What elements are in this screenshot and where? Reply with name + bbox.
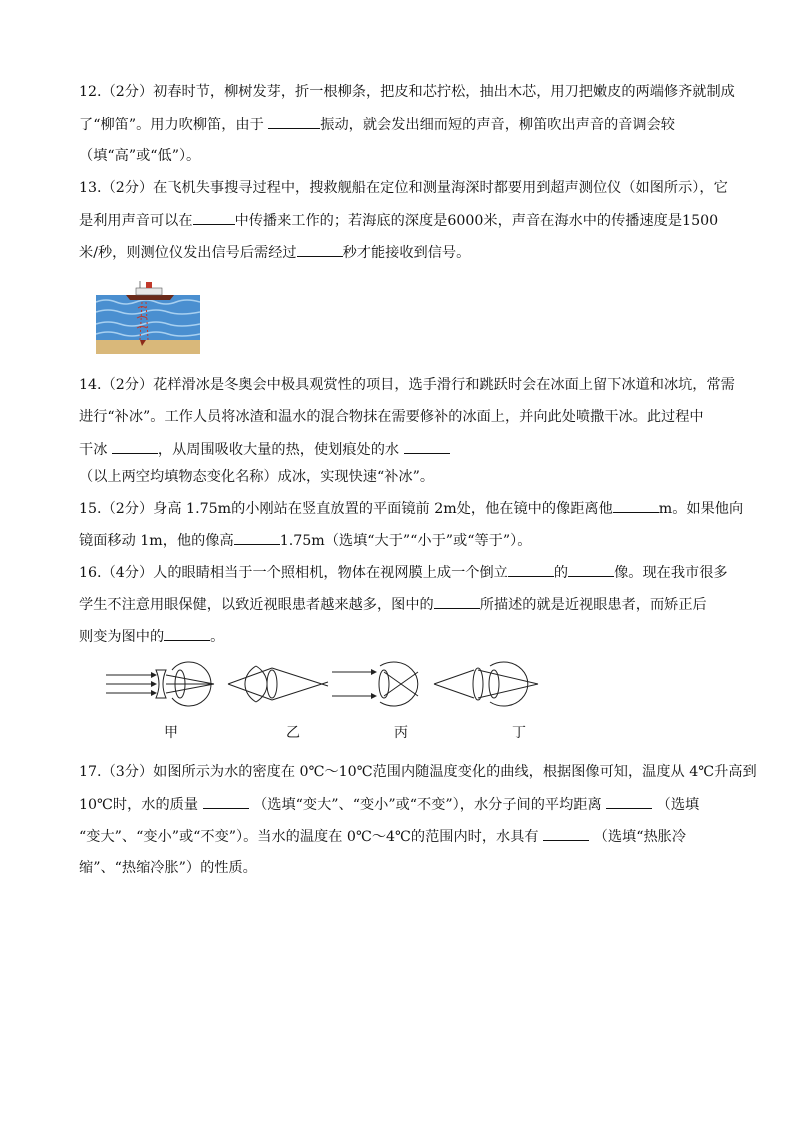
q17-text-2: 10℃时，水的质量 (79, 797, 199, 813)
q12-line-2 (79, 114, 675, 135)
q13-text-5: 秒才能接收到信号。 (342, 245, 471, 261)
sonar-ship-figure (96, 278, 200, 354)
q17-line-2 (79, 794, 699, 815)
q12-line-3 (79, 146, 200, 166)
q13-blank-1[interactable] (193, 210, 235, 225)
convex-lens (473, 668, 483, 700)
q17-text-3: （选填“变大”、“变小”或“不变”），水分子间的平均距离 (253, 797, 602, 813)
q12-text-2: 了“柳笛”。用力吹柳笛，由于 (79, 117, 264, 133)
q16-blank-2[interactable] (568, 562, 614, 577)
q14-score: （2分） (101, 377, 154, 393)
sea-floor (96, 340, 200, 354)
q16-number: 16. (79, 565, 102, 581)
q13-line-3 (79, 242, 470, 263)
q15-number: 15. (79, 501, 102, 517)
q14-number: 14. (79, 377, 102, 393)
q14-line-1 (79, 375, 735, 395)
q13-number: 13. (79, 180, 102, 196)
q15-text-1: 身高 1.75m的小刚站在竖直放置的平面镜前 2m处，他在镜中的像距离他 (153, 501, 613, 517)
q13-blank-2[interactable] (297, 242, 343, 257)
eye-yi (228, 666, 328, 702)
q14-line-2 (79, 407, 704, 427)
q12-line-1 (79, 82, 735, 102)
q14-blank-1[interactable] (112, 439, 158, 454)
q16-blank-4[interactable] (164, 626, 210, 641)
figure-label-bing: 丙 (394, 725, 408, 741)
eye-jia (106, 662, 214, 706)
q17-blank-3[interactable] (543, 826, 589, 841)
q16-line-1 (79, 562, 728, 583)
q14-blank-2[interactable] (404, 439, 450, 454)
q17-text-6: （选填“热胀冷 (593, 829, 687, 845)
q17-number: 17. (79, 764, 102, 780)
q15-blank-2[interactable] (234, 530, 280, 545)
q14-line-4 (79, 467, 434, 487)
q14-text-1: 花样滑冰是冬奥会中极具观赏性的项目，选手滑行和跳跃时会在冰面上留下冰道和冰坑，常需 (153, 377, 735, 393)
q13-line-1 (79, 178, 728, 198)
q15-text-4: 1.75m（选填“大于”“小于”或“等于”）。 (279, 533, 532, 549)
q17-text-4: （选填 (656, 797, 700, 813)
q16-text-2: 的 (553, 565, 569, 581)
q17-blank-2[interactable] (606, 794, 652, 809)
figure-label-yi: 乙 (286, 725, 300, 741)
q17-text-5: “变大”、“变小”或“不变”）。当水的温度在 0℃～4℃的范围内时，水具有 (79, 829, 539, 845)
q13-text-1: 在飞机失事搜寻过程中，搜救舰船在定位和测量海深时都要用到超声测位仪（如图所示），它 (153, 180, 728, 196)
q16-text-3: 像。现在我市很多 (614, 565, 728, 581)
q15-text-3: 镜面移动 1m，他的像高 (79, 533, 234, 549)
q16-line-2 (79, 594, 707, 615)
q17-score: （3分） (101, 764, 154, 780)
figure-label-ding: 丁 (512, 725, 526, 741)
eye-bing (332, 662, 418, 706)
q14-text-5: （以上两空均填物态变化名称）成冰，实现快速“补冰”。 (79, 469, 435, 485)
q15-blank-1[interactable] (613, 498, 659, 513)
q16-text-4: 学生不注意用眼保健，以致近视眼患者越来越多，图中的 (79, 597, 434, 613)
q15-text-2: m。如果他向 (658, 501, 744, 517)
q16-blank-1[interactable] (508, 562, 554, 577)
eye-diagrams (100, 660, 560, 716)
q17-line-4 (79, 858, 257, 878)
q13-text-2: 是利用声音可以在 (79, 213, 193, 229)
q16-score: （4分） (101, 565, 154, 581)
q16-text-7: 。 (210, 629, 225, 645)
q15-line-1 (79, 498, 743, 519)
ship-funnel (146, 282, 152, 288)
q17-line-1 (79, 762, 757, 782)
q14-line-3 (79, 439, 450, 460)
q12-blank-1[interactable] (268, 114, 320, 129)
q12-score: （2分） (101, 84, 154, 100)
q17-text-7: 缩”、“热缩冷胀”）的性质。 (79, 860, 257, 876)
q17-text-1: 如图所示为水的密度在 0℃～10℃范围内随温度变化的曲线，根据图像可知，温度从 4℃升高到 (153, 764, 757, 780)
ship-cabin (136, 288, 162, 295)
q12-text-1: 初春时节，柳树发芽，折一根柳条，把皮和芯拧松，抽出木芯，用刀把嫩皮的两端修齐就制成 (153, 84, 735, 100)
q13-text-4: 米/秒，则测位仪发出信号后需经过 (79, 245, 297, 261)
q13-text-3: 中传播来工作的；若海底的深度是6000米，声音在海水中的传播速度是1500 (234, 213, 719, 229)
figure-label-jia: 甲 (164, 725, 178, 741)
q13-score: （2分） (101, 180, 154, 196)
q15-line-2 (79, 530, 531, 551)
q16-text-5: 所描述的就是近视眼患者，而矫正后 (479, 597, 707, 613)
q14-text-2: 进行“补冰”。工作人员将冰渣和温水的混合物抹在需要修补的冰面上，并向此处喷撒干冰。此过程中 (79, 409, 704, 425)
q12-text-4: （填“高”或“低”）。 (79, 148, 201, 164)
q12-text-3: 振动，就会发出细而短的声音，柳笛吹出声音的音调会较 (320, 117, 675, 133)
q16-blank-3[interactable] (434, 594, 480, 609)
q13-line-2 (79, 210, 718, 231)
q16-text-1: 人的眼睛相当于一个照相机，物体在视网膜上成一个倒立 (153, 565, 508, 581)
ship-hull (126, 295, 174, 300)
q15-score: （2分） (101, 501, 154, 517)
q16-text-6: 则变为图中的 (79, 629, 165, 645)
q16-line-3 (79, 626, 224, 647)
concave-lens (156, 670, 166, 698)
q17-line-3 (79, 826, 686, 847)
q14-text-3: 干冰 (79, 442, 108, 458)
q12-number: 12. (79, 84, 102, 100)
q17-blank-1[interactable] (203, 794, 249, 809)
eye-ding (434, 662, 538, 706)
q14-text-4: ，从周围吸收大量的热，使划痕处的水 (157, 442, 400, 458)
